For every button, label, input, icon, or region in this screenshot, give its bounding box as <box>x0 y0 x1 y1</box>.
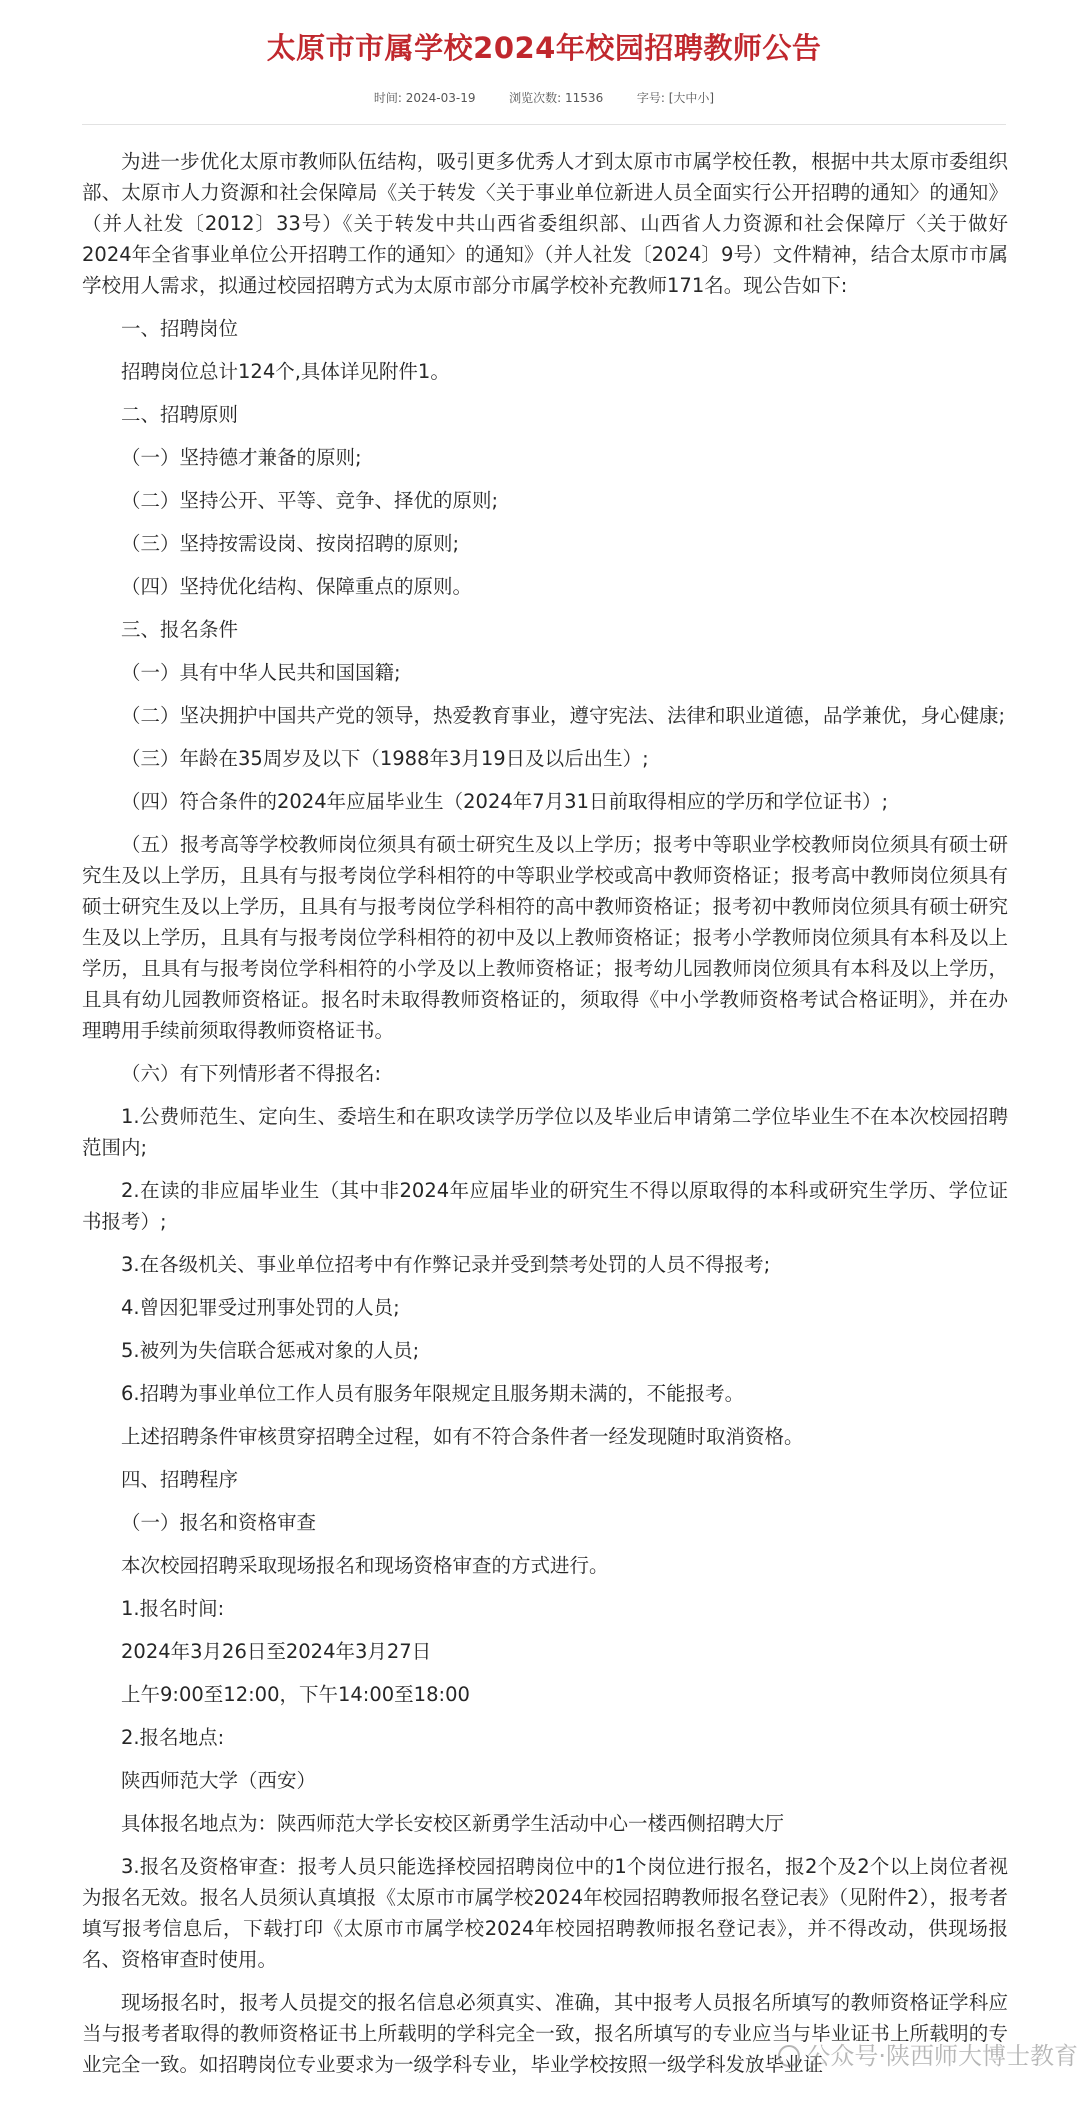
font-size-label: 字号: <box>636 91 665 105</box>
article-paragraph: （五）报考高等学校教师岗位须具有硕士研究生及以上学历；报考中等职业学校教师岗位须具有硕士研究生及以上学历，且具有与报考岗位学科相符的中等职业学校或高中教师资格证；报考高中教师岗位须具有硕士研究生及以上学历，且具有与报考岗位学科相符的高中教师资格证；报考初中教师岗位须具有硕士研究生及以上学历，且具有与报考岗位学科相符的初中及以上教师资格证；报考小学教师岗位须具有本科及以上学历，且具有与报考岗位学科相符的小学及以上教师资格证；报考幼儿园教师岗位须具有本科及以上学历，且具有幼儿园教师资格证。报名时未取得教师资格证的，须取得《中小学教师资格考试合格证明》，并在办理聘用手续前须取得教师资格证书。 <box>82 833 1008 1042</box>
article-paragraph: 三、报名条件 <box>121 618 239 641</box>
article-paragraph: 上午9:00至12:00，下午14:00至18:00 <box>121 1683 470 1706</box>
article-paragraph: （四）坚持优化结构、保障重点的原则。 <box>121 575 473 598</box>
article-paragraph: （一）坚持德才兼备的原则; <box>121 446 362 469</box>
publish-time-label: 时间: <box>373 91 402 105</box>
article-paragraph: 3.报名及资格审查：报考人员只能选择校园招聘岗位中的1个岗位进行报名，报2个及2个以上岗位者视为报名无效。报名人员须认真填报《太原市市属学校2024年校园招聘教师报名登记表》（见附件2），报考者填写报考信息后，下载打印《太原市市属学校2024年校园招聘教师报名登记表》，并不得改动，供现场报名、资格审查时使用。 <box>82 1855 1008 1971</box>
page-title: 太原市市属学校2024年校园招聘教师公告 <box>266 31 822 65</box>
article-paragraph: （六）有下列情形者不得报名: <box>121 1062 382 1085</box>
article-paragraph: （二）坚决拥护中国共产党的领导，热爱教育事业，遵守宪法、法律和职业道德，品学兼优，身心健康; <box>121 704 1006 727</box>
header-divider <box>82 124 1006 125</box>
article-paragraph: （三）坚持按需设岗、按岗招聘的原则; <box>121 532 460 555</box>
article-paragraph: 上述招聘条件审核贯穿招聘全过程，如有不符合条件者一经发现随时取消资格。 <box>121 1425 804 1448</box>
article-body <box>82 146 1008 2092</box>
article-paragraph: （一）具有中华人民共和国国籍; <box>121 661 401 684</box>
article-paragraph: 2024年3月26日至2024年3月27日 <box>121 1640 432 1663</box>
article-paragraph: 6.招聘为事业单位工作人员有服务年限规定且服务期未满的，不能报考。 <box>121 1382 745 1405</box>
article-paragraph: 具体报名地点为：陕西师范大学长安校区新勇学生活动中心一楼西侧招聘大厅 <box>121 1812 785 1835</box>
article-paragraph: 招聘岗位总计124个,具体详见附件1。 <box>121 360 450 383</box>
publish-time-value: 2024-03-19 <box>405 91 476 105</box>
article-paragraph: 4.曾因犯罪受过刑事处罚的人员; <box>121 1296 400 1319</box>
view-count-value: 11536 <box>565 91 604 105</box>
article-paragraph: 1.报名时间: <box>121 1597 225 1620</box>
article-paragraph: 一、招聘岗位 <box>121 317 239 340</box>
article-paragraph: 为进一步优化太原市教师队伍结构，吸引更多优秀人才到太原市市属学校任教，根据中共太原市委组织部、太原市人力资源和社会保障局《关于转发〈关于事业单位新进人员全面实行公开招聘的通知〉的通知》（并人社发〔2012〕33号）《关于转发中共山西省委组织部、山西省人力资源和社会保障厅〈关于做好2024年全省事业单位公开招聘工作的通知〉的通知》（并人社发〔2024〕9号）文件精神，结合太原市市属学校用人需求，拟通过校园招聘方式为太原市部分市属学校补充教师171名。现公告如下: <box>82 150 1008 297</box>
article-paragraph: 四、招聘程序 <box>121 1468 239 1491</box>
article-paragraph: 本次校园招聘采取现场报名和现场资格审查的方式进行。 <box>121 1554 609 1577</box>
article-paragraph: 1.公费师范生、定向生、委培生和在职攻读学历学位以及毕业后申请第二学位毕业生不在本次校园招聘范围内; <box>82 1105 1008 1159</box>
article-paragraph: 5.被列为失信联合惩戒对象的人员; <box>121 1339 420 1362</box>
article-paragraph: 现场报名时，报考人员提交的报名信息必须真实、准确，其中报考人员报名所填写的教师资格证学科应当与报考者取得的教师资格证书上所载明的学科完全一致，报名所填写的专业应当与毕业证书上所载明的专业完全一致。如招聘岗位专业要求为一级学科专业，毕业学校按照一级学科发放毕业证 <box>82 1991 1008 2076</box>
article-paragraph: （四）符合条件的2024年应届毕业生（2024年7月31日前取得相应的学历和学位证书）; <box>121 790 889 813</box>
article-paragraph: （二）坚持公开、平等、竞争、择优的原则; <box>121 489 499 512</box>
font-size-selector[interactable]: [大中小] <box>668 91 715 105</box>
article-paragraph: 二、招聘原则 <box>121 403 239 426</box>
view-count-label: 浏览次数: <box>509 91 562 105</box>
watermark-text: 公众号·陕西师大博士教育 <box>806 2042 1078 2070</box>
article-meta <box>0 89 1088 107</box>
article-paragraph: （三）年龄在35周岁及以下（1988年3月19日及以后出生）; <box>121 747 649 770</box>
article-paragraph: 2.在读的非应届毕业生（其中非2024年应届毕业的研究生不得以原取得的本科或研究生学历、学位证书报考）; <box>82 1179 1008 1233</box>
article-paragraph: （一）报名和资格审查 <box>121 1511 317 1534</box>
article-paragraph: 3.在各级机关、事业单位招考中有作弊记录并受到禁考处罚的人员不得报考; <box>121 1253 771 1276</box>
article-paragraph: 陕西师范大学（西安） <box>121 1769 317 1792</box>
article-paragraph: 2.报名地点: <box>121 1726 225 1749</box>
